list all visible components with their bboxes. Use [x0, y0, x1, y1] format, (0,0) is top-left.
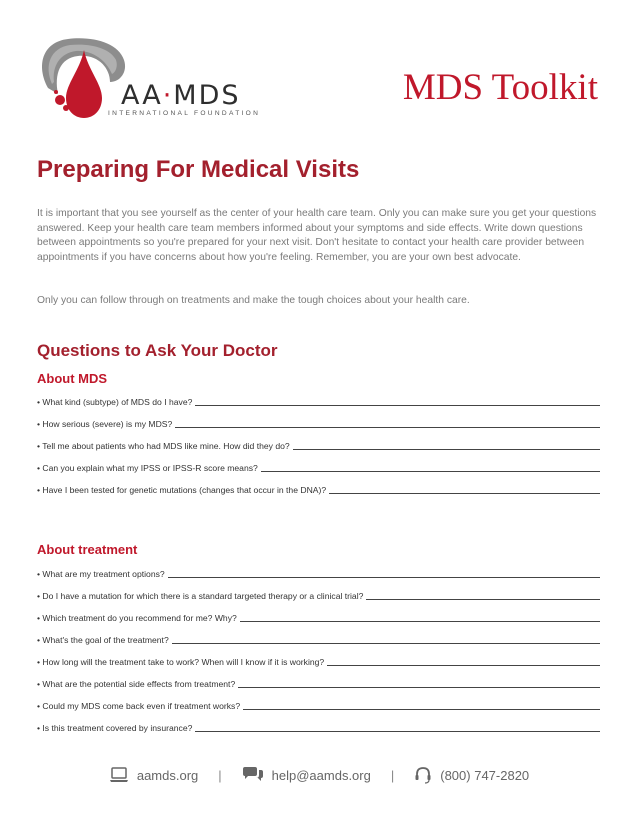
- answer-line[interactable]: [240, 621, 600, 622]
- answer-line[interactable]: [175, 427, 600, 428]
- question-list-about-treatment: [37, 557, 600, 733]
- question-row: [37, 645, 600, 667]
- question-text: • Is this treatment covered by insurance?: [37, 723, 193, 733]
- answer-line[interactable]: [261, 471, 600, 472]
- logo-wordmark: [121, 80, 241, 111]
- question-text: • What kind (subtype) of MDS do I have?: [37, 397, 193, 407]
- headset-icon: [414, 766, 432, 784]
- question-text: • Have I been tested for genetic mutations (changes that occur in the DNA)?: [37, 485, 327, 495]
- question-text: • How long will the treatment take to work? When will I know if it is working?: [37, 657, 325, 667]
- answer-line[interactable]: [293, 449, 600, 450]
- question-row: [37, 557, 600, 579]
- logo-subtitle: INTERNATIONAL FOUNDATION: [108, 110, 261, 117]
- questions-heading: Questions to Ask Your Doctor: [37, 341, 278, 360]
- question-text: • Can you explain what my IPSS or IPSS-R score means?: [37, 463, 258, 473]
- footer: [0, 766, 638, 784]
- toolkit-title: MDS Toolkit: [402, 67, 598, 108]
- question-text: • What are the potential side effects from treatment?: [37, 679, 236, 689]
- question-row: [37, 689, 600, 711]
- answer-line[interactable]: [172, 643, 600, 644]
- question-text: • Tell me about patients who had MDS like mine. How did they do?: [37, 441, 290, 451]
- question-text: • What are my treatment options?: [37, 569, 165, 579]
- intro-paragraph-2: Only you can follow through on treatments and make the tough choices about your health care.: [37, 295, 470, 306]
- question-text: • Do I have a mutation for which there is a standard targeted therapy or a clinical trial?: [37, 591, 364, 601]
- page-title: Preparing For Medical Visits: [37, 156, 360, 183]
- footer-separator: |: [390, 767, 395, 783]
- question-row: [37, 579, 600, 601]
- question-row: [37, 473, 600, 495]
- answer-line[interactable]: [243, 709, 600, 710]
- website-link[interactable]: aamds.org: [136, 767, 199, 783]
- answer-line[interactable]: [168, 577, 600, 578]
- question-row: [37, 667, 600, 689]
- intro-paragraph-1: It is important that you see yourself as the center of your health care team. Only you can make sure you get your questions answered. Keep your health care team members informed about your symptoms and side effects. Write down questions between appointments so you're prepared for your next visit. Don't hesitate to contact your health care provider between appointments if you have concerns about how you're feeling. Remember, you are your own best advocate.: [37, 208, 597, 263]
- answer-line[interactable]: [238, 687, 600, 688]
- footer-separator: |: [218, 767, 222, 783]
- question-row: [37, 451, 600, 473]
- question-row: [37, 385, 600, 407]
- question-row: [37, 601, 600, 623]
- question-row: [37, 407, 600, 429]
- logo-word-left: AA: [121, 80, 163, 111]
- aamds-logo: [36, 36, 272, 120]
- question-row: [37, 429, 600, 451]
- chat-icon: [242, 767, 264, 783]
- question-row: [37, 711, 600, 733]
- laptop-icon: [109, 767, 129, 783]
- section-heading-about-mds: About MDS: [37, 371, 108, 386]
- logo-word-dot: ·: [162, 80, 174, 111]
- footer-phone[interactable]: [414, 766, 529, 784]
- question-text: • Could my MDS come back even if treatment works?: [37, 701, 241, 711]
- logo-word-right: MDS: [173, 80, 241, 111]
- question-text: • Which treatment do you recommend for me? Why?: [37, 613, 237, 623]
- email-link[interactable]: help@aamds.org: [271, 767, 371, 783]
- question-text: • What's the goal of the treatment?: [37, 635, 169, 645]
- answer-line[interactable]: [195, 731, 600, 732]
- question-list-about-mds: [37, 385, 600, 495]
- phone-number[interactable]: (800) 747-2820: [440, 767, 530, 783]
- answer-line[interactable]: [366, 599, 600, 600]
- question-text: • How serious (severe) is my MDS?: [37, 419, 173, 429]
- logo-mark-icon: [36, 36, 131, 120]
- section-heading-about-treatment: About treatment: [37, 542, 138, 557]
- answer-line[interactable]: [327, 665, 600, 666]
- answer-line[interactable]: [195, 405, 600, 406]
- question-row: [37, 623, 600, 645]
- footer-website[interactable]: [109, 767, 198, 783]
- answer-line[interactable]: [329, 493, 600, 494]
- footer-email[interactable]: [242, 767, 371, 783]
